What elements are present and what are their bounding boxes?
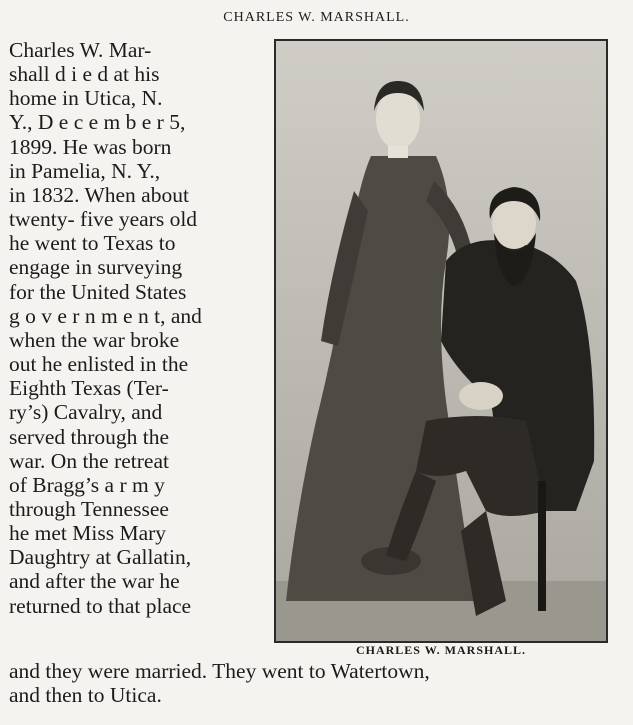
text-line: Daughtry at Gallatin,: [9, 545, 192, 570]
text-line: he went to Texas to: [9, 231, 176, 256]
photo-caption: CHARLES W. MARSHALL.: [355, 643, 527, 657]
text-line: when the war broke: [9, 327, 180, 352]
text-line: returned to that place: [9, 593, 192, 618]
man-hands: [459, 382, 503, 410]
text-line: he met Miss Mary: [9, 521, 167, 546]
text-line: engage in surveying: [9, 255, 183, 280]
text-line: and they were married. They went to Watertown,: [9, 659, 430, 683]
text-line: g o v e r n m e n t, and: [9, 303, 202, 328]
text-line: served through the: [9, 424, 170, 449]
text-line: twenty- five years old: [9, 207, 198, 232]
text-line: 1899. He was born: [9, 134, 172, 159]
article-tail-text: [9, 659, 629, 707]
text-line: shall d i e d at his: [9, 62, 160, 87]
text-line: Y., D e c e m b e r 5,: [9, 110, 186, 135]
text-line: in Pamelia, N. Y.,: [9, 158, 161, 183]
text-line: Charles W. Mar-: [9, 38, 152, 62]
text-line: out he enlisted in the: [9, 352, 189, 377]
chair-leg: [538, 481, 546, 611]
text-line: through Tennessee: [9, 496, 169, 521]
portrait-illustration: [276, 41, 606, 641]
article-column-text: [9, 38, 255, 618]
text-line: home in Utica, N.: [9, 86, 163, 111]
text-line: war. On the retreat: [9, 448, 169, 473]
text-line: and then to Utica.: [9, 683, 162, 708]
page-header: CHARLES W. MARSHALL.: [223, 10, 410, 25]
woman-collar: [388, 146, 408, 158]
text-line: of Bragg’s a r m y: [9, 472, 165, 497]
text-line: and after the war he: [9, 569, 180, 594]
text-line: Eighth Texas (Ter-: [9, 376, 169, 401]
text-line: ry’s) Cavalry, and: [9, 400, 163, 425]
portrait-photo: [274, 39, 608, 643]
woman-face: [376, 89, 420, 149]
text-line: in 1832. When about: [9, 182, 189, 207]
text-line: for the United States: [9, 279, 187, 304]
